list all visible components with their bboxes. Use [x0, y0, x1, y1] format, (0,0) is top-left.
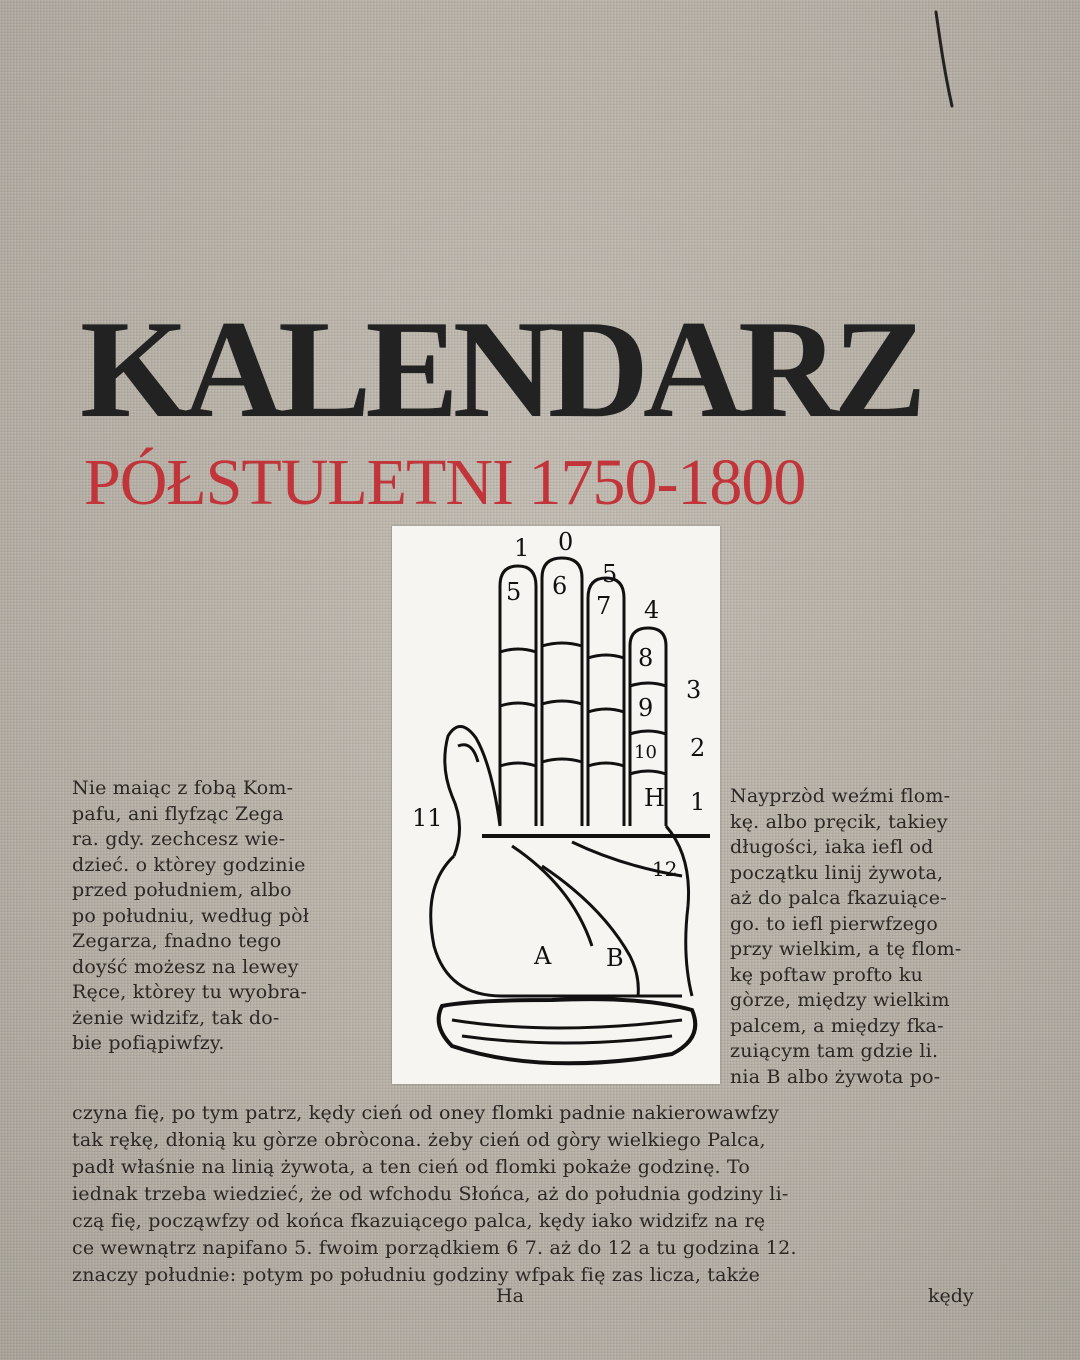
svg-text:8: 8: [638, 644, 654, 672]
left-text-line: żenie widzifz, tak do-: [72, 1006, 280, 1029]
left-text-line: przed południem, albo: [72, 879, 292, 901]
left-text-line: pafu, ani flyfząc Zega: [72, 802, 284, 825]
left-text-line: bie pofiąpiwfzy.: [72, 1032, 225, 1054]
pen-mark: [932, 10, 956, 110]
bottom-text-line: znaczy południe: potym po południu godziny wfpak fię zas licza, także: [72, 1264, 761, 1286]
cover-subtitle: PÓŁSTULETNI 1750-1800: [84, 446, 806, 519]
svg-text:10: 10: [634, 742, 657, 763]
right-text-line: go. to iefl pierwfzego: [730, 912, 939, 935]
svg-text:5: 5: [506, 578, 522, 606]
svg-text:A: A: [534, 942, 552, 970]
bottom-text-line: padł właśnie na linią żywota, a ten cień od flomki pokaże godzinę. To: [72, 1156, 751, 1178]
svg-text:12: 12: [652, 857, 678, 881]
bottom-text-line: czyna fię, po tym patrz, kędy cień od oney flomki padnie nakierowawfzy: [72, 1102, 780, 1124]
svg-text:1: 1: [690, 788, 706, 816]
right-text-line: nia B albo żywota po-: [730, 1065, 941, 1088]
bottom-text-line: czą fię, począwfzy od końca fkazuiącego palca, kędy iako widzifz na rę: [72, 1210, 766, 1232]
hand-illustration: [392, 526, 720, 1084]
svg-text:7: 7: [596, 592, 612, 620]
bottom-text-block: [72, 1100, 984, 1289]
svg-text:1: 1: [514, 534, 530, 562]
right-text-line: długości, iaka iefl od: [730, 836, 934, 858]
left-text-line: doyść możesz na lewey: [72, 955, 299, 978]
right-text-line: Nayprzòd weźmi flom-: [730, 785, 951, 807]
bottom-text-line: ce wewnątrz napifano 5. fwoim porządkiem 6 7. aż do 12 a tu godzina 12.: [72, 1237, 797, 1259]
catchword: kędy: [928, 1285, 974, 1307]
cover-title: KALENDARZ: [80, 292, 921, 447]
svg-text:9: 9: [638, 694, 654, 722]
right-text-line: palcem, a między fka-: [730, 1014, 944, 1037]
left-text-line: Ręce, ktòrey tu wyobra-: [72, 981, 308, 1003]
left-text-line: dzieć. o ktòrey godzinie: [72, 853, 306, 876]
left-text-line: ra. gdy. zechcesz wie-: [72, 828, 286, 850]
right-text-line: kę poftaw profto ku: [730, 963, 924, 986]
right-text-line: gòrze, między wielkim: [730, 989, 950, 1011]
svg-text:5: 5: [602, 560, 618, 588]
right-text-line: początku linij żywota,: [730, 861, 944, 884]
catchword: Ha: [496, 1285, 524, 1307]
right-text-column: [730, 784, 1030, 1090]
svg-text:B: B: [606, 944, 624, 972]
palm-sundial-woodcut: [392, 526, 720, 1084]
left-text-column: [72, 776, 372, 1057]
bottom-text-line: iednak trzeba wiedzieć, że od wfchodu Słońca, aż do południa godziny li-: [72, 1183, 789, 1205]
right-text-line: kę. albo pręcik, takiey: [730, 810, 948, 833]
right-text-line: przy wielkim, a tę flom-: [730, 938, 962, 960]
left-text-line: Zegarza, fnadno tego: [72, 930, 282, 952]
svg-text:0: 0: [558, 528, 574, 556]
svg-text:6: 6: [552, 572, 568, 600]
svg-text:11: 11: [412, 804, 443, 832]
svg-text:3: 3: [686, 676, 702, 704]
right-text-line: zuiącym tam gdzie li.: [730, 1040, 939, 1062]
svg-text:2: 2: [690, 734, 706, 762]
svg-text:4: 4: [644, 596, 660, 624]
right-text-line: aż do palca fkazuiące-: [730, 887, 947, 909]
svg-text:H: H: [644, 784, 665, 812]
bottom-text-line: tak rękę, dłonią ku gòrze obròcona. żeby cień od gòry wielkiego Palca,: [72, 1129, 766, 1151]
left-text-line: po południu, według pòł: [72, 904, 310, 927]
left-text-line: Nie maiąc z fobą Kom-: [72, 777, 294, 799]
